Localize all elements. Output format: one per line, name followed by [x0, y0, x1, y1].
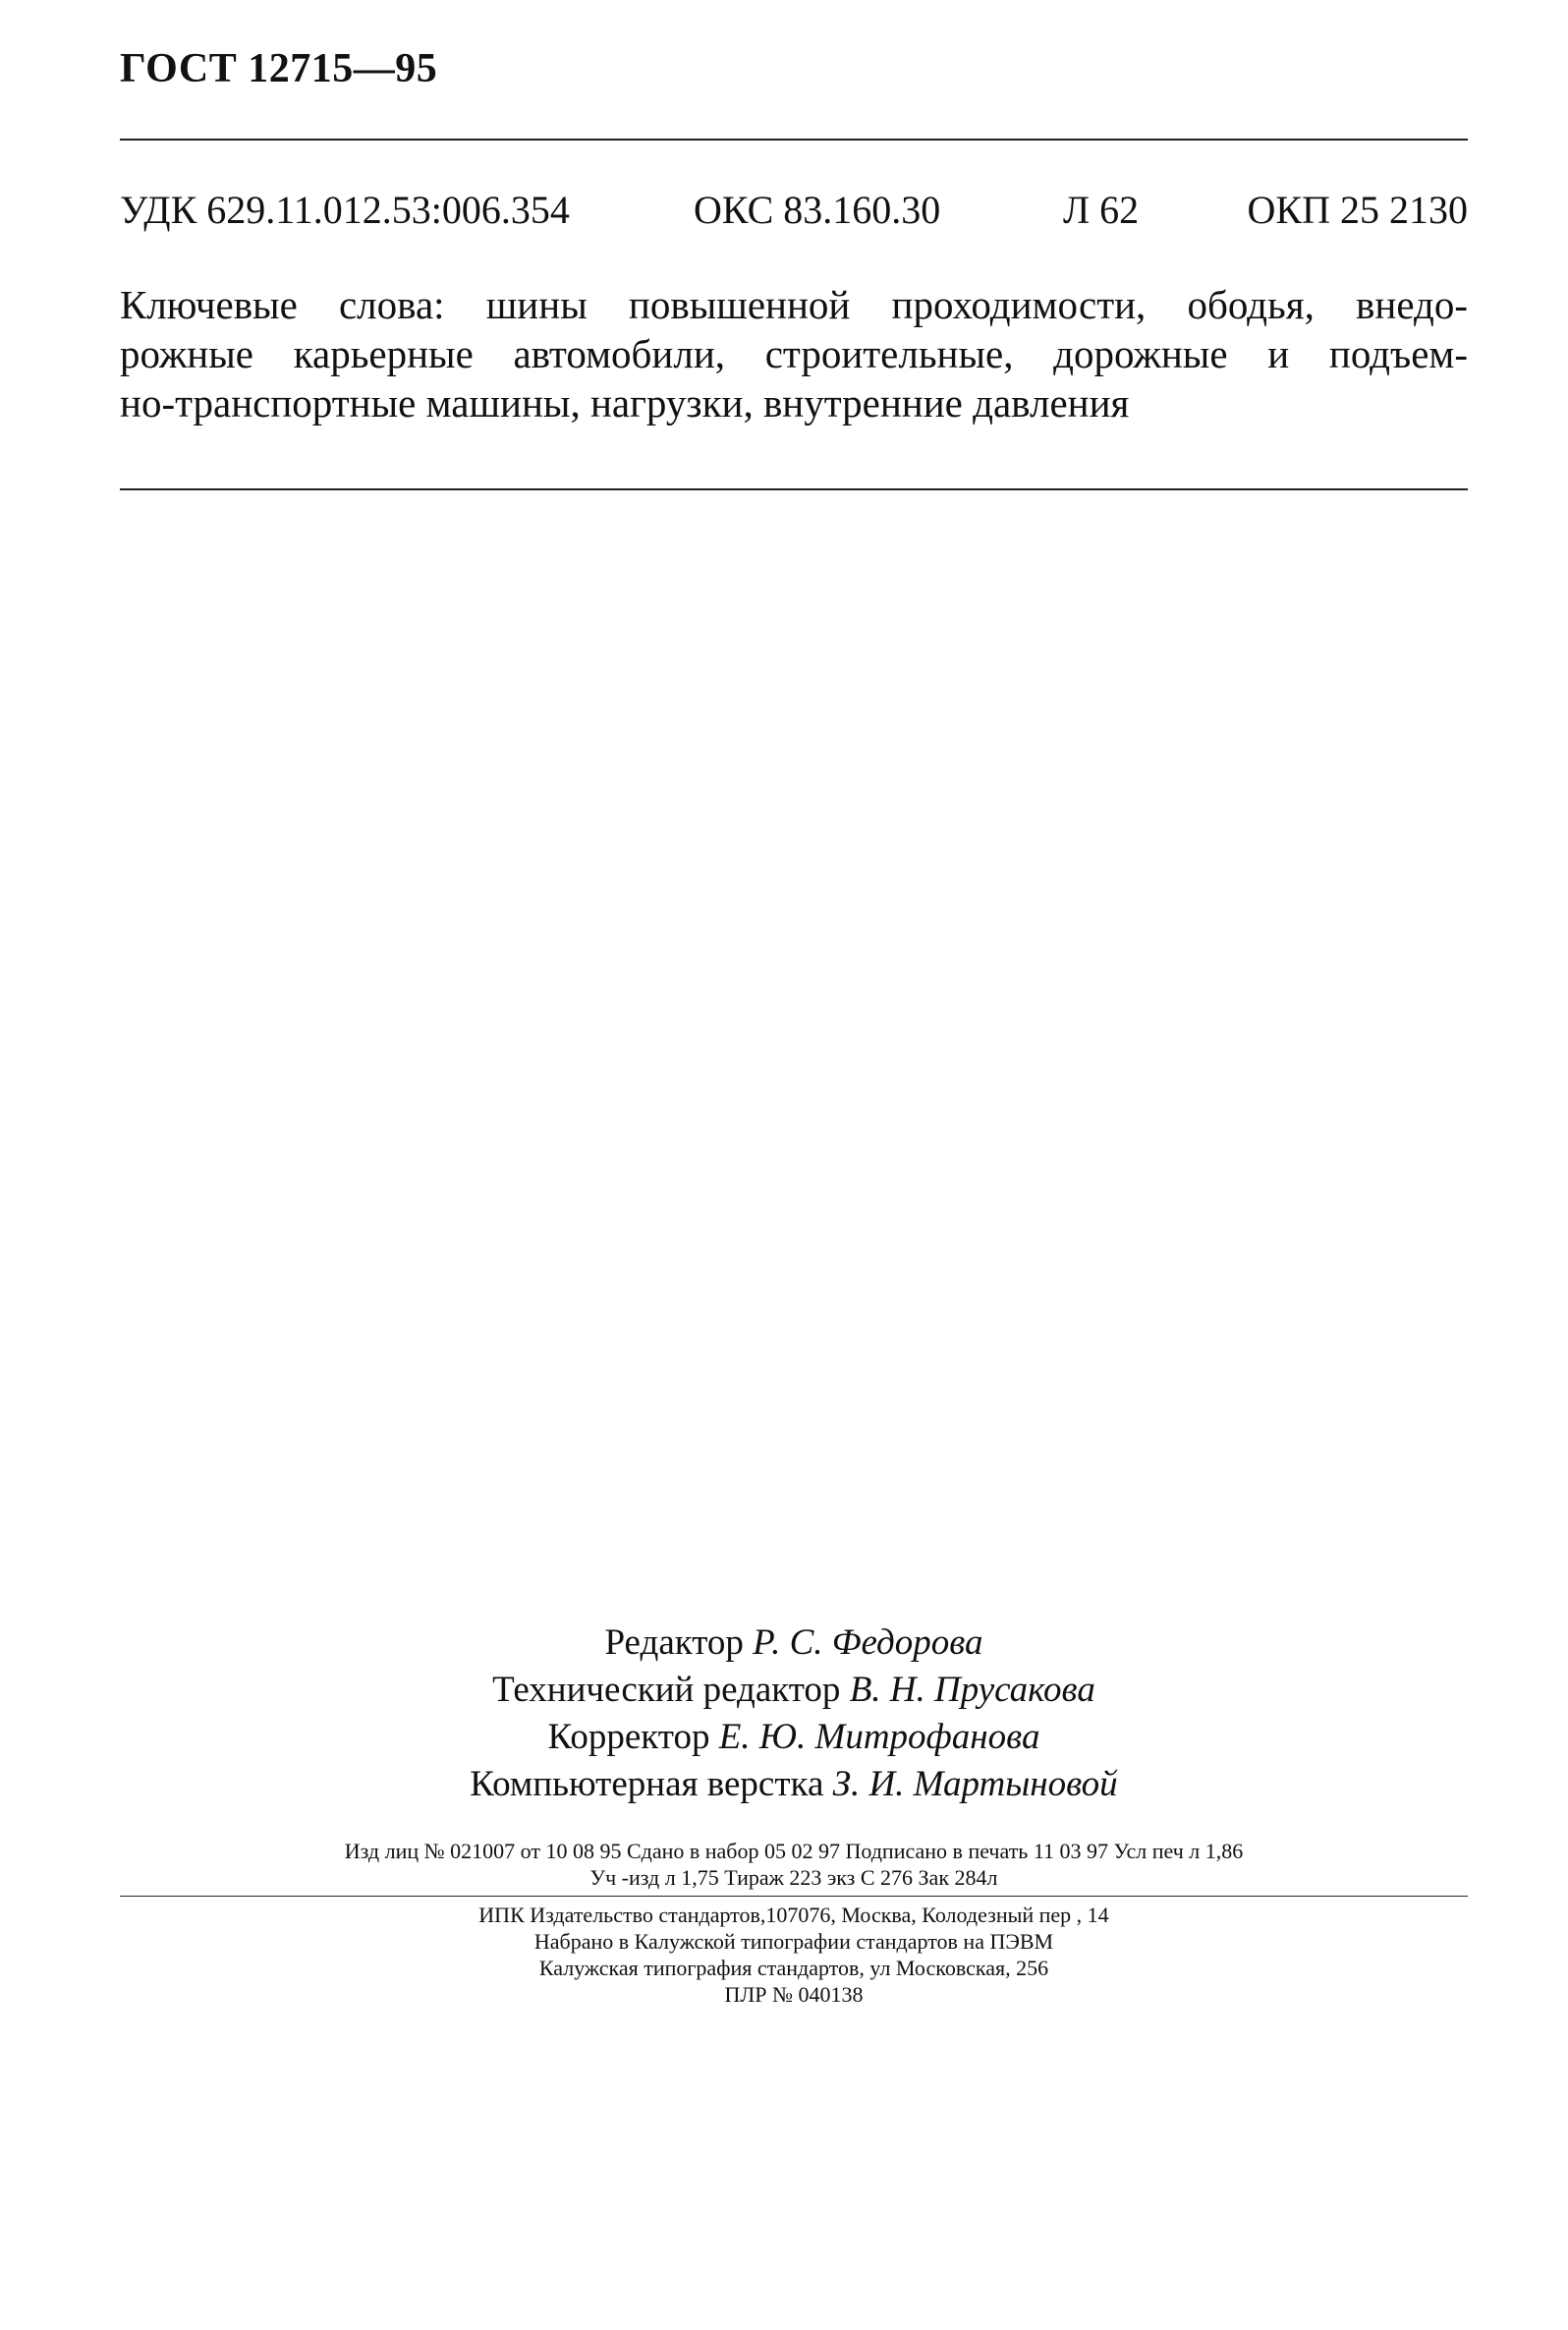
credit-person: В. Н. Прусакова	[849, 1670, 1095, 1710]
credit-editor	[120, 1620, 1468, 1667]
publication-details	[120, 1838, 1468, 1891]
credit-role: Корректор	[547, 1717, 710, 1757]
imprint-line: Уч -изд л 1,75 Тираж 223 экз С 276 Зак 284л	[589, 1865, 998, 1890]
keywords-line: но-транспортные машины, нагрузки, внутренние давления	[120, 380, 1130, 426]
l-code: Л 62	[1063, 188, 1140, 232]
credit-role: Редактор	[604, 1622, 744, 1663]
keywords-line: Ключевые слова: шины повышенной проходимости, ободья, внедо-	[120, 282, 1468, 327]
imprint-line: Калужская типография стандартов, ул Московская, 256	[538, 1956, 1049, 1980]
okp-code: ОКП 25 2130	[1247, 188, 1468, 232]
imprint-line: ИПК Издательство стандартов,107076, Москва, Колодезный пер , 14	[478, 1903, 1109, 1927]
credit-technical-editor	[120, 1667, 1468, 1714]
credit-person: З. И. Мартыновой	[832, 1764, 1118, 1804]
keywords-divider	[120, 488, 1468, 490]
publisher-details	[120, 1902, 1468, 2008]
imprint-divider	[120, 1896, 1468, 1897]
credit-proofreader	[120, 1714, 1468, 1761]
credit-role: Технический редактор	[492, 1670, 841, 1710]
credits-block	[120, 1620, 1468, 1808]
credit-person: Е. Ю. Митрофанова	[718, 1717, 1040, 1757]
document-code: ГОСТ 12715—95	[120, 46, 438, 91]
classification-codes	[120, 187, 1468, 236]
keywords-block	[120, 280, 1468, 427]
imprint-line: Изд лиц № 021007 от 10 08 95 Сдано в набор 05 02 97 Подписано в печать 11 03 97 Усл печ л 1,86	[344, 1839, 1244, 1863]
udk-code: УДК 629.11.012.53:006.354	[120, 188, 570, 232]
oks-code: ОКС 83.160.30	[694, 188, 941, 232]
keywords-line: рожные карьерные автомобили, строительные, дорожные и подъем-	[120, 331, 1468, 376]
header-divider	[120, 139, 1468, 141]
credit-layout	[120, 1761, 1468, 1808]
imprint-line: Набрано в Калужской типографии стандартов на ПЭВМ	[533, 1929, 1054, 1954]
credit-person: Р. С. Федорова	[753, 1622, 983, 1663]
imprint-line: ПЛР № 040138	[724, 1982, 864, 2007]
credit-role: Компьютерная верстка	[470, 1764, 824, 1804]
